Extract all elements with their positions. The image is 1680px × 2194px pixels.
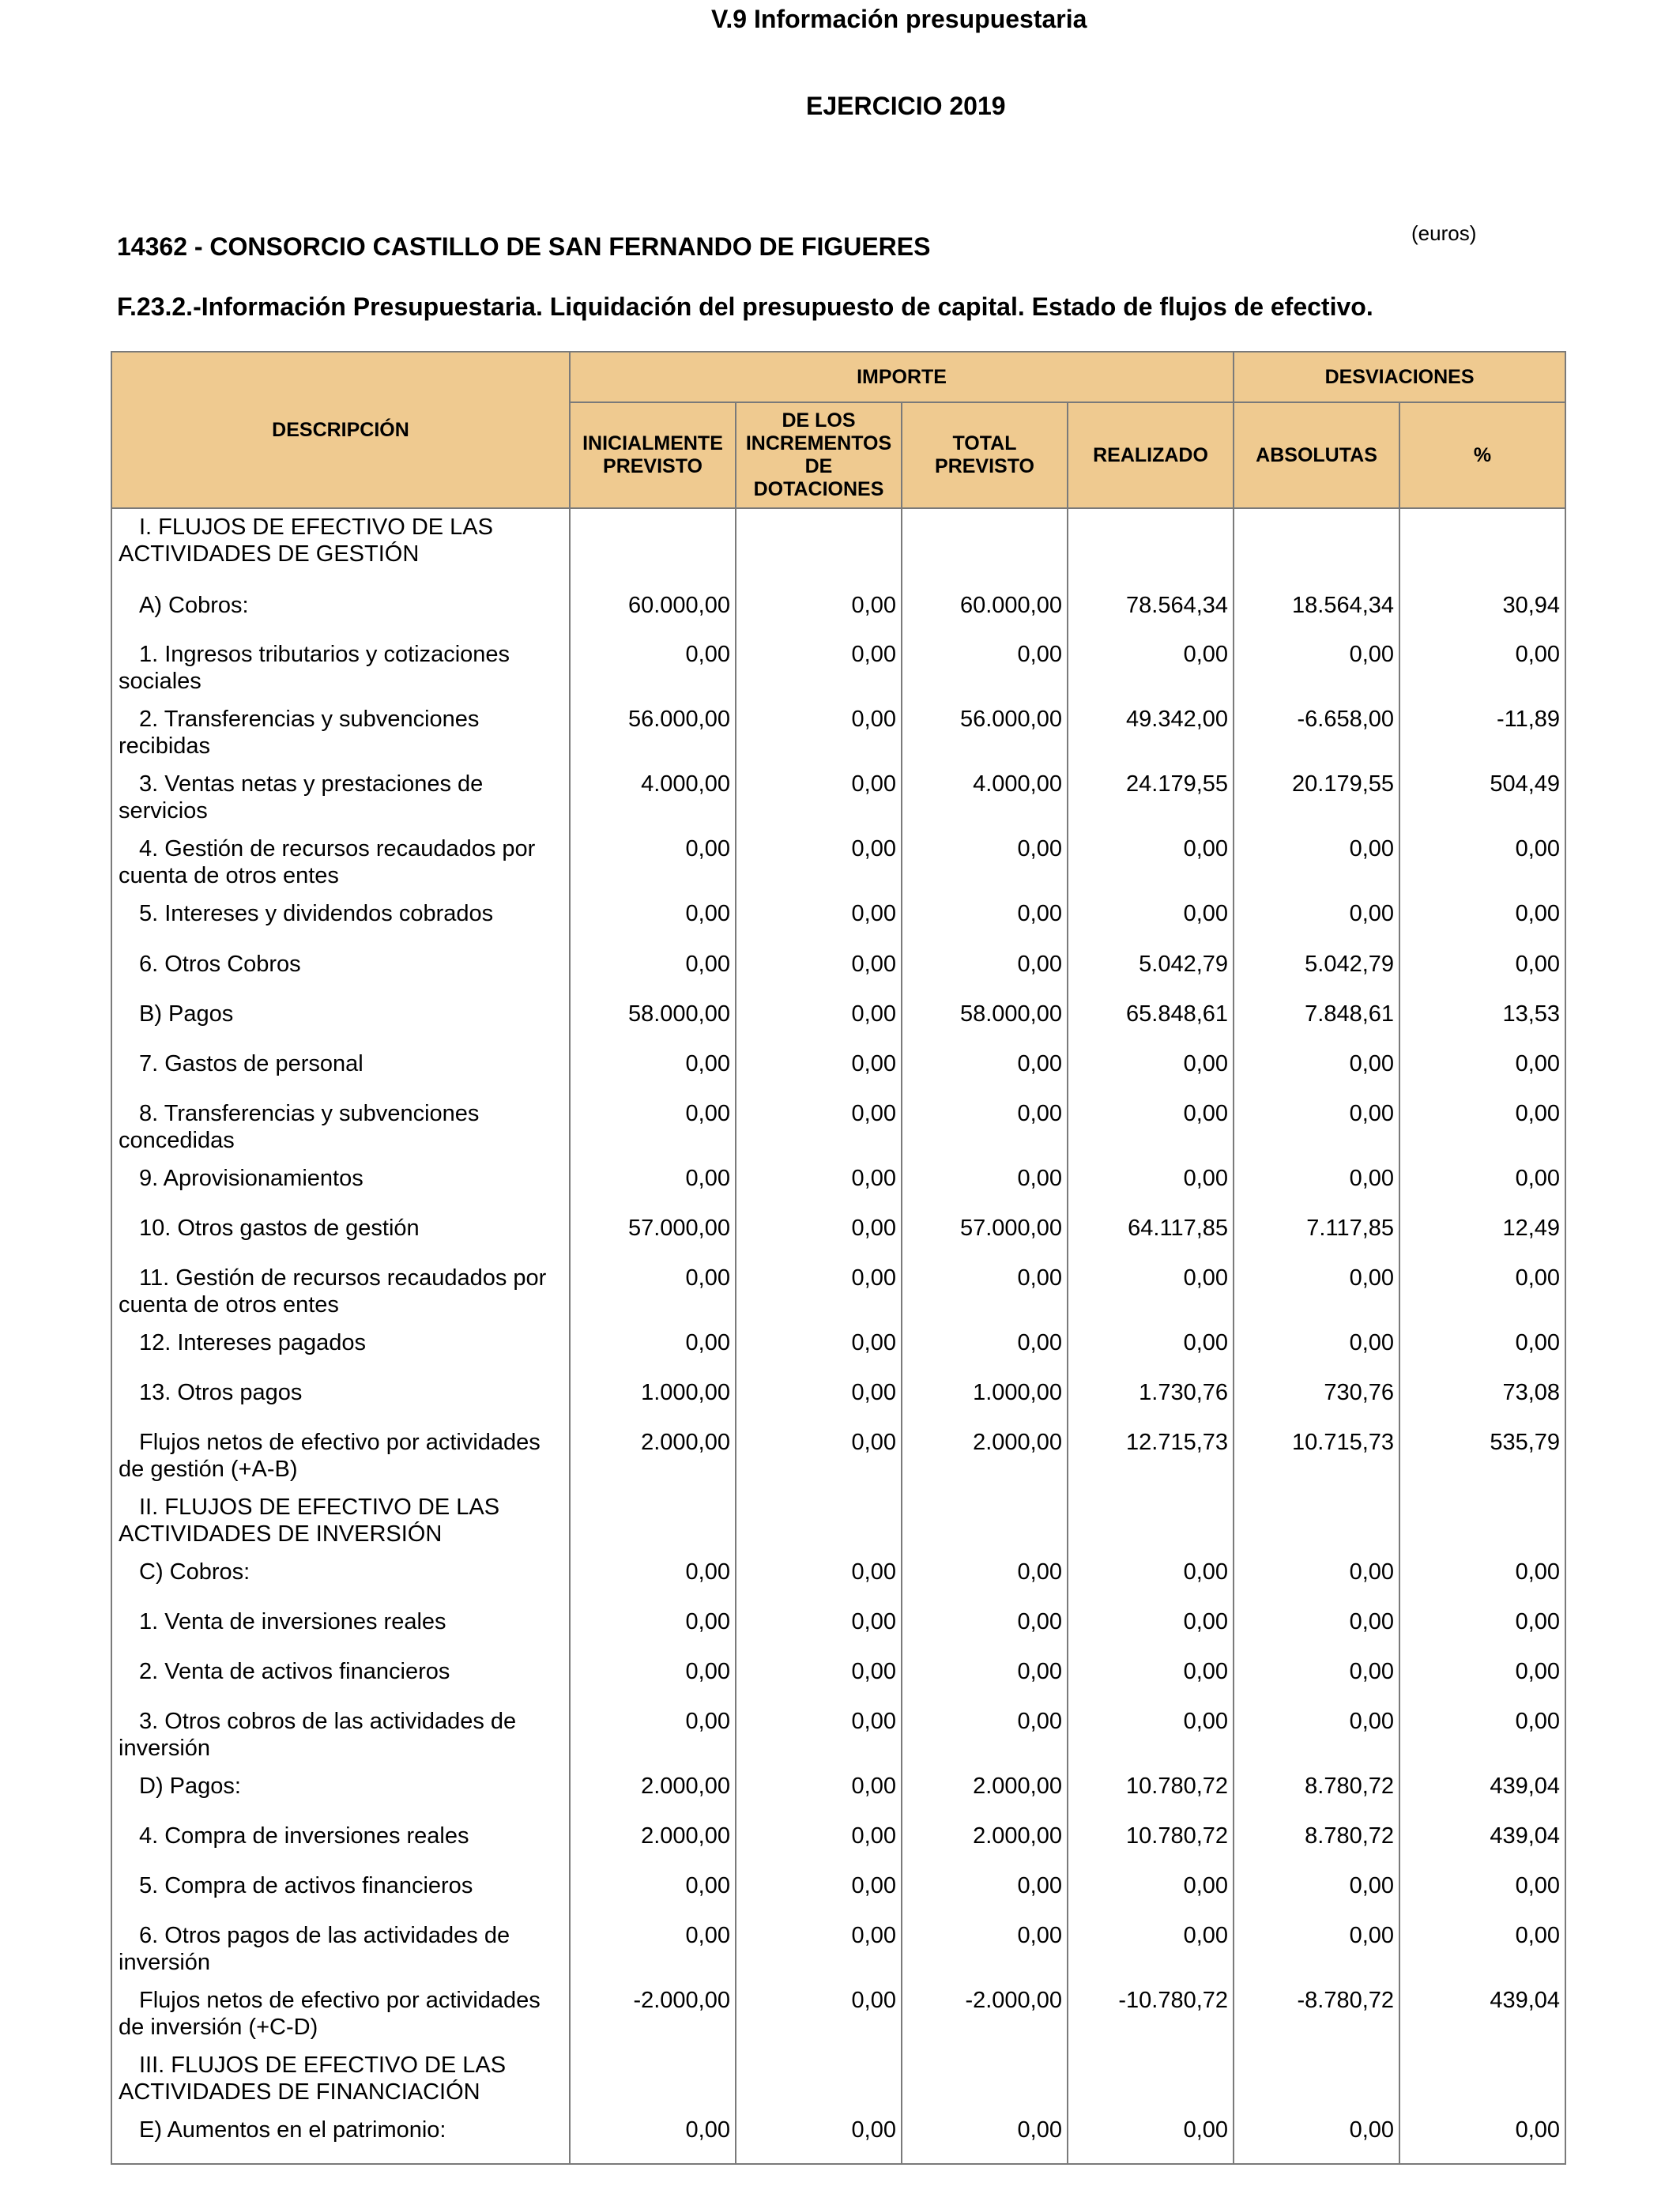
cell-total-previsto: 56.000,00: [902, 701, 1068, 766]
cell-porcentaje: 0,00: [1399, 946, 1565, 996]
cell-inicialmente-previsto: 0,00: [570, 1703, 736, 1768]
table-row: [111, 1260, 1565, 1325]
cell-porcentaje: [1399, 1489, 1565, 1554]
cell-total-previsto: 2.000,00: [902, 1818, 1068, 1868]
cell-inicialmente-previsto: 0,00: [570, 1325, 736, 1374]
row-description: [111, 1489, 570, 1554]
row-description: [111, 1260, 570, 1325]
cell-realizado: [1068, 2047, 1234, 2112]
row-description: [111, 1604, 570, 1653]
cell-absolutas: 0,00: [1234, 1604, 1399, 1653]
row-description-text: 10. Otros gastos de gestión: [139, 1216, 420, 1241]
cell-absolutas: 0,00: [1234, 636, 1399, 701]
cell-incrementos: 0,00: [736, 1095, 902, 1160]
row-description: [111, 636, 570, 701]
cell-inicialmente-previsto: 0,00: [570, 946, 736, 996]
cell-realizado: 0,00: [1068, 1160, 1234, 1210]
table-row: [111, 1554, 1565, 1604]
cell-absolutas: 7.117,85: [1234, 1210, 1399, 1260]
cell-total-previsto: 0,00: [902, 2112, 1068, 2164]
table-row: [111, 1818, 1565, 1868]
cell-absolutas: 0,00: [1234, 1160, 1399, 1210]
cell-porcentaje: 504,49: [1399, 766, 1565, 831]
cell-incrementos: [736, 2047, 902, 2112]
row-description-text: I. FLUJOS DE EFECTIVO DE LAS ACTIVIDADES DE GESTIÓN: [119, 515, 493, 567]
table-row: [111, 2112, 1565, 2164]
cell-porcentaje: 535,79: [1399, 1424, 1565, 1489]
cell-absolutas: 0,00: [1234, 1653, 1399, 1703]
header-total-previsto: TOTAL PREVISTO: [902, 402, 1068, 508]
cell-total-previsto: 60.000,00: [902, 587, 1068, 636]
cell-inicialmente-previsto: 2.000,00: [570, 1768, 736, 1818]
header-importe: IMPORTE: [570, 352, 1234, 402]
cell-absolutas: -8.780,72: [1234, 1982, 1399, 2047]
row-description-text: 1. Venta de inversiones reales: [139, 1609, 446, 1634]
cell-porcentaje: 0,00: [1399, 1868, 1565, 1917]
row-description: [111, 895, 570, 946]
cell-total-previsto: 58.000,00: [902, 996, 1068, 1046]
row-description: [111, 1374, 570, 1424]
row-description-text: 3. Ventas netas y prestaciones de servicios: [119, 771, 484, 824]
cell-total-previsto: 2.000,00: [902, 1424, 1068, 1489]
row-description-text: E) Aumentos en el patrimonio:: [139, 2117, 446, 2143]
cell-incrementos: 0,00: [736, 2112, 902, 2164]
cell-absolutas: [1234, 508, 1399, 587]
cell-porcentaje: 0,00: [1399, 895, 1565, 946]
row-description-text: 12. Intereses pagados: [139, 1330, 366, 1355]
cell-realizado: 0,00: [1068, 1653, 1234, 1703]
row-description: [111, 1982, 570, 2047]
cell-inicialmente-previsto: 0,00: [570, 1917, 736, 1982]
cell-realizado: [1068, 508, 1234, 587]
currency-unit: (euros): [1411, 221, 1477, 245]
cell-incrementos: 0,00: [736, 766, 902, 831]
cell-incrementos: 0,00: [736, 1260, 902, 1325]
row-description-text: Flujos netos de efectivo por actividades de inversión (+C-D): [119, 1988, 541, 2040]
cell-realizado: 64.117,85: [1068, 1210, 1234, 1260]
cell-total-previsto: 0,00: [902, 1160, 1068, 1210]
cell-realizado: 0,00: [1068, 1554, 1234, 1604]
cell-porcentaje: [1399, 508, 1565, 587]
cell-absolutas: 0,00: [1234, 1095, 1399, 1160]
row-description-text: 6. Otros pagos de las actividades de inversión: [119, 1923, 510, 1975]
table-row: [111, 1160, 1565, 1210]
row-description-text: 5. Compra de activos financieros: [139, 1873, 473, 1898]
row-description: [111, 766, 570, 831]
cell-absolutas: 0,00: [1234, 1554, 1399, 1604]
row-description-text: 13. Otros pagos: [139, 1380, 303, 1405]
row-description: [111, 1653, 570, 1703]
cell-absolutas: 10.715,73: [1234, 1424, 1399, 1489]
cell-realizado: 24.179,55: [1068, 766, 1234, 831]
row-description-text: III. FLUJOS DE EFECTIVO DE LAS ACTIVIDADES DE FINANCIACIÓN: [119, 2053, 507, 2105]
cell-total-previsto: 57.000,00: [902, 1210, 1068, 1260]
cell-porcentaje: 439,04: [1399, 1818, 1565, 1868]
header-descripcion: DESCRIPCIÓN: [111, 352, 570, 508]
row-description-text: 1. Ingresos tributarios y cotizaciones sociales: [119, 642, 510, 694]
cell-incrementos: 0,00: [736, 996, 902, 1046]
cell-inicialmente-previsto: 57.000,00: [570, 1210, 736, 1260]
row-description-text: 4. Compra de inversiones reales: [139, 1823, 469, 1849]
cell-porcentaje: 30,94: [1399, 587, 1565, 636]
cell-inicialmente-previsto: -2.000,00: [570, 1982, 736, 2047]
cell-porcentaje: 73,08: [1399, 1374, 1565, 1424]
cell-porcentaje: 0,00: [1399, 1604, 1565, 1653]
row-description-text: 6. Otros Cobros: [139, 952, 301, 977]
row-description: [111, 996, 570, 1046]
cell-incrementos: 0,00: [736, 895, 902, 946]
cell-realizado: 0,00: [1068, 1095, 1234, 1160]
cell-total-previsto: -2.000,00: [902, 1982, 1068, 2047]
row-description-text: A) Cobros:: [139, 593, 249, 618]
cell-realizado: 0,00: [1068, 895, 1234, 946]
cell-realizado: 10.780,72: [1068, 1768, 1234, 1818]
row-description: [111, 1160, 570, 1210]
cell-incrementos: 0,00: [736, 1917, 902, 1982]
cell-inicialmente-previsto: 0,00: [570, 895, 736, 946]
cell-absolutas: [1234, 1489, 1399, 1554]
table-row: [111, 1703, 1565, 1768]
cell-incrementos: [736, 1489, 902, 1554]
cell-total-previsto: 0,00: [902, 1604, 1068, 1653]
exercise-year: EJERCICIO 2019: [806, 92, 1006, 120]
cell-inicialmente-previsto: 58.000,00: [570, 996, 736, 1046]
cell-realizado: -10.780,72: [1068, 1982, 1234, 2047]
entity-name: 14362 - CONSORCIO CASTILLO DE SAN FERNANDO DE FIGUERES: [117, 232, 931, 261]
row-description: [111, 1046, 570, 1095]
row-description-text: 5. Intereses y dividendos cobrados: [139, 901, 494, 926]
table-row: [111, 766, 1565, 831]
cell-realizado: 0,00: [1068, 1260, 1234, 1325]
table-row: [111, 831, 1565, 895]
row-description: [111, 946, 570, 996]
cell-realizado: 0,00: [1068, 1046, 1234, 1095]
cell-incrementos: 0,00: [736, 587, 902, 636]
cell-absolutas: 0,00: [1234, 831, 1399, 895]
cell-absolutas: 0,00: [1234, 2112, 1399, 2164]
cell-inicialmente-previsto: 0,00: [570, 1046, 736, 1095]
row-description: [111, 1554, 570, 1604]
cell-porcentaje: 439,04: [1399, 1982, 1565, 2047]
cell-incrementos: 0,00: [736, 831, 902, 895]
cell-realizado: 0,00: [1068, 831, 1234, 895]
cell-total-previsto: 4.000,00: [902, 766, 1068, 831]
cell-total-previsto: 0,00: [902, 831, 1068, 895]
row-description-text: C) Cobros:: [139, 1559, 250, 1585]
table-header: [111, 352, 1565, 508]
cell-realizado: 0,00: [1068, 1703, 1234, 1768]
table-row: [111, 996, 1565, 1046]
header-incrementos: DE LOS INCREMENTOS DE DOTACIONES: [736, 402, 902, 508]
cash-flow-table: [111, 351, 1566, 2165]
cell-incrementos: 0,00: [736, 1374, 902, 1424]
cell-inicialmente-previsto: [570, 1489, 736, 1554]
header-porcentaje: %: [1399, 402, 1565, 508]
cell-incrementos: 0,00: [736, 636, 902, 701]
table-row: [111, 508, 1565, 587]
row-description: [111, 1095, 570, 1160]
cell-realizado: 0,00: [1068, 2112, 1234, 2164]
cell-total-previsto: 0,00: [902, 1868, 1068, 1917]
cell-absolutas: 0,00: [1234, 895, 1399, 946]
cell-inicialmente-previsto: 0,00: [570, 1554, 736, 1604]
cell-porcentaje: 13,53: [1399, 996, 1565, 1046]
cell-total-previsto: 2.000,00: [902, 1768, 1068, 1818]
row-description: [111, 2047, 570, 2112]
cell-porcentaje: 0,00: [1399, 1703, 1565, 1768]
cell-total-previsto: 0,00: [902, 636, 1068, 701]
cell-realizado: 0,00: [1068, 1325, 1234, 1374]
row-description-text: 2. Venta de activos financieros: [139, 1659, 450, 1684]
cell-porcentaje: 0,00: [1399, 1653, 1565, 1703]
cell-inicialmente-previsto: 1.000,00: [570, 1374, 736, 1424]
cell-realizado: [1068, 1489, 1234, 1554]
cell-porcentaje: 12,49: [1399, 1210, 1565, 1260]
cell-inicialmente-previsto: 0,00: [570, 1604, 736, 1653]
cell-incrementos: 0,00: [736, 1424, 902, 1489]
row-description-text: 3. Otros cobros de las actividades de inversión: [119, 1709, 517, 1761]
table-row: [111, 1210, 1565, 1260]
section-label: V.9 Información presupuestaria: [711, 5, 1087, 33]
cell-realizado: 0,00: [1068, 1917, 1234, 1982]
cell-absolutas: 8.780,72: [1234, 1818, 1399, 1868]
cell-inicialmente-previsto: 0,00: [570, 1653, 736, 1703]
cell-total-previsto: 0,00: [902, 1095, 1068, 1160]
cell-porcentaje: 0,00: [1399, 1260, 1565, 1325]
table-body: [111, 508, 1565, 2164]
row-description: [111, 1325, 570, 1374]
cell-absolutas: 0,00: [1234, 1046, 1399, 1095]
cell-absolutas: 7.848,61: [1234, 996, 1399, 1046]
row-description: [111, 1917, 570, 1982]
row-description: [111, 508, 570, 587]
cell-absolutas: [1234, 2047, 1399, 2112]
cell-incrementos: 0,00: [736, 1703, 902, 1768]
table-row: [111, 701, 1565, 766]
cell-porcentaje: 0,00: [1399, 1554, 1565, 1604]
header-absolutas: ABSOLUTAS: [1234, 402, 1399, 508]
cell-inicialmente-previsto: 0,00: [570, 1160, 736, 1210]
cell-absolutas: 18.564,34: [1234, 587, 1399, 636]
row-description: [111, 1424, 570, 1489]
cell-realizado: 65.848,61: [1068, 996, 1234, 1046]
cell-absolutas: 5.042,79: [1234, 946, 1399, 996]
row-description-text: 2. Transferencias y subvenciones recibidas: [119, 707, 480, 759]
cell-total-previsto: [902, 2047, 1068, 2112]
cell-inicialmente-previsto: [570, 508, 736, 587]
cell-porcentaje: 439,04: [1399, 1768, 1565, 1818]
cell-inicialmente-previsto: 0,00: [570, 2112, 736, 2164]
table-row: [111, 1374, 1565, 1424]
cell-absolutas: 0,00: [1234, 1260, 1399, 1325]
row-description-text: D) Pagos:: [139, 1774, 241, 1799]
cell-realizado: 0,00: [1068, 1604, 1234, 1653]
table-row: [111, 1095, 1565, 1160]
cell-total-previsto: 0,00: [902, 1703, 1068, 1768]
row-description-text: 4. Gestión de recursos recaudados por cuenta de otros entes: [119, 836, 536, 888]
cell-realizado: 0,00: [1068, 636, 1234, 701]
cell-inicialmente-previsto: 2.000,00: [570, 1424, 736, 1489]
cell-porcentaje: -11,89: [1399, 701, 1565, 766]
cell-absolutas: 0,00: [1234, 1325, 1399, 1374]
cell-porcentaje: [1399, 2047, 1565, 2112]
cell-realizado: 0,00: [1068, 1868, 1234, 1917]
cell-inicialmente-previsto: 0,00: [570, 636, 736, 701]
cell-incrementos: 0,00: [736, 946, 902, 996]
table-row: [111, 1982, 1565, 2047]
cell-absolutas: 0,00: [1234, 1868, 1399, 1917]
table-row: [111, 2047, 1565, 2112]
row-description-text: Flujos netos de efectivo por actividades de gestión (+A-B): [119, 1430, 541, 1482]
row-description-text: 8. Transferencias y subvenciones concedidas: [119, 1101, 480, 1153]
table-row: [111, 1868, 1565, 1917]
report-subtitle: F.23.2.-Información Presupuestaria. Liquidación del presupuesto de capital. Estado de flujos de efectivo.: [117, 292, 1373, 321]
cell-inicialmente-previsto: 0,00: [570, 831, 736, 895]
cell-total-previsto: 1.000,00: [902, 1374, 1068, 1424]
header-realizado: REALIZADO: [1068, 402, 1234, 508]
cell-realizado: 78.564,34: [1068, 587, 1234, 636]
cell-total-previsto: 0,00: [902, 1260, 1068, 1325]
cell-porcentaje: 0,00: [1399, 1095, 1565, 1160]
cell-total-previsto: 0,00: [902, 1554, 1068, 1604]
cell-inicialmente-previsto: 2.000,00: [570, 1818, 736, 1868]
cell-incrementos: 0,00: [736, 1653, 902, 1703]
cell-total-previsto: 0,00: [902, 895, 1068, 946]
table-row: [111, 1325, 1565, 1374]
cell-total-previsto: 0,00: [902, 1046, 1068, 1095]
cell-incrementos: 0,00: [736, 1604, 902, 1653]
cell-inicialmente-previsto: 0,00: [570, 1095, 736, 1160]
cell-incrementos: 0,00: [736, 1982, 902, 2047]
cell-total-previsto: [902, 1489, 1068, 1554]
header-desviaciones: DESVIACIONES: [1234, 352, 1565, 402]
table-row: [111, 587, 1565, 636]
table-row: [111, 1424, 1565, 1489]
cell-realizado: 49.342,00: [1068, 701, 1234, 766]
cell-inicialmente-previsto: 60.000,00: [570, 587, 736, 636]
table-row: [111, 636, 1565, 701]
cell-incrementos: 0,00: [736, 1868, 902, 1917]
cell-inicialmente-previsto: 56.000,00: [570, 701, 736, 766]
table-row: [111, 1653, 1565, 1703]
table-row: [111, 946, 1565, 996]
row-description: [111, 831, 570, 895]
cell-total-previsto: 0,00: [902, 1917, 1068, 1982]
cell-incrementos: 0,00: [736, 1160, 902, 1210]
cell-absolutas: -6.658,00: [1234, 701, 1399, 766]
cell-absolutas: 0,00: [1234, 1917, 1399, 1982]
cell-incrementos: 0,00: [736, 1210, 902, 1260]
row-description: [111, 1818, 570, 1868]
cell-absolutas: 0,00: [1234, 1703, 1399, 1768]
table-row: [111, 895, 1565, 946]
cell-porcentaje: 0,00: [1399, 1917, 1565, 1982]
cell-inicialmente-previsto: 4.000,00: [570, 766, 736, 831]
row-description: [111, 2112, 570, 2164]
row-description-text: 9. Aprovisionamientos: [139, 1166, 363, 1191]
cell-porcentaje: 0,00: [1399, 831, 1565, 895]
cell-total-previsto: 0,00: [902, 1653, 1068, 1703]
cell-total-previsto: 0,00: [902, 1325, 1068, 1374]
cell-incrementos: 0,00: [736, 1768, 902, 1818]
row-description: [111, 1703, 570, 1768]
cell-incrementos: 0,00: [736, 1046, 902, 1095]
cell-absolutas: 20.179,55: [1234, 766, 1399, 831]
row-description-text: 7. Gastos de personal: [139, 1051, 363, 1076]
cell-realizado: 1.730,76: [1068, 1374, 1234, 1424]
cell-inicialmente-previsto: 0,00: [570, 1868, 736, 1917]
table-row: [111, 1604, 1565, 1653]
cell-absolutas: 8.780,72: [1234, 1768, 1399, 1818]
cell-realizado: 10.780,72: [1068, 1818, 1234, 1868]
row-description-text: B) Pagos: [139, 1001, 234, 1027]
row-description-text: II. FLUJOS DE EFECTIVO DE LAS ACTIVIDADES DE INVERSIÓN: [119, 1495, 500, 1547]
cell-incrementos: 0,00: [736, 701, 902, 766]
cell-porcentaje: 0,00: [1399, 636, 1565, 701]
cell-incrementos: 0,00: [736, 1325, 902, 1374]
cell-porcentaje: 0,00: [1399, 1325, 1565, 1374]
cell-realizado: 5.042,79: [1068, 946, 1234, 996]
cell-inicialmente-previsto: 0,00: [570, 1260, 736, 1325]
row-description-text: 11. Gestión de recursos recaudados por cuenta de otros entes: [119, 1265, 547, 1318]
row-description: [111, 587, 570, 636]
cell-inicialmente-previsto: [570, 2047, 736, 2112]
row-description: [111, 701, 570, 766]
cell-incrementos: 0,00: [736, 1818, 902, 1868]
table-row: [111, 1046, 1565, 1095]
row-description: [111, 1868, 570, 1917]
header-inicialmente-previsto: INICIALMENTE PREVISTO: [570, 402, 736, 508]
row-description: [111, 1768, 570, 1818]
cell-total-previsto: [902, 508, 1068, 587]
table-row: [111, 1489, 1565, 1554]
cell-incrementos: 0,00: [736, 1554, 902, 1604]
cell-porcentaje: 0,00: [1399, 1046, 1565, 1095]
cell-incrementos: [736, 508, 902, 587]
cell-absolutas: 730,76: [1234, 1374, 1399, 1424]
cell-porcentaje: 0,00: [1399, 1160, 1565, 1210]
row-description: [111, 1210, 570, 1260]
table-row: [111, 1768, 1565, 1818]
cell-porcentaje: 0,00: [1399, 2112, 1565, 2164]
table-row: [111, 1917, 1565, 1982]
cell-total-previsto: 0,00: [902, 946, 1068, 996]
cell-realizado: 12.715,73: [1068, 1424, 1234, 1489]
